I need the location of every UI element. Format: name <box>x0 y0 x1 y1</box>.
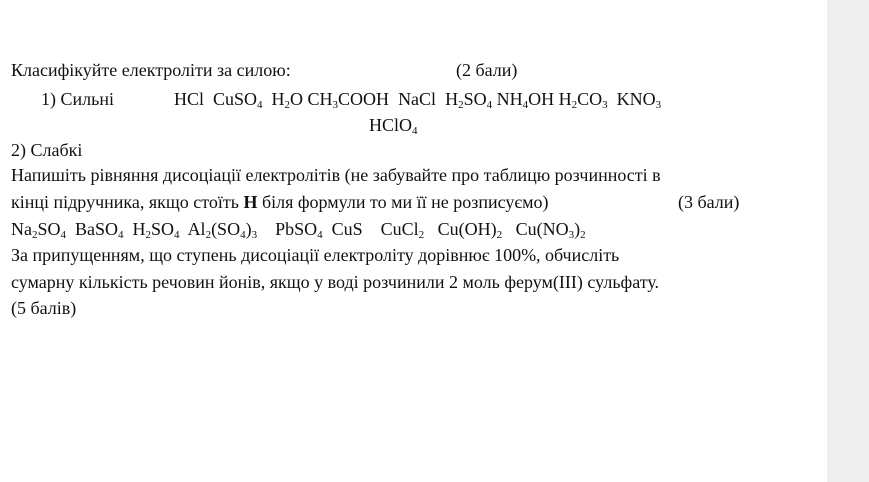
scrollbar-region <box>827 0 869 482</box>
formula-al2so43: $Al_2(SO_4)_3$ <box>187 219 258 241</box>
q1-strong-formulas <box>174 89 661 109</box>
formula-na2so4: $Na_2SO_4$ <box>11 219 67 241</box>
formula-h2co3: $H_2CO_3$ <box>558 89 608 111</box>
q2-points: (3 бали) <box>678 192 740 212</box>
formula-kno3: $KNO_3$ <box>616 89 662 111</box>
q3-points: (5 балів) <box>11 298 77 318</box>
formula-cucl2: CuCl$_2$ <box>380 219 425 241</box>
formula-hclo4: HClO$_4$ <box>369 115 418 137</box>
q1-item1-label: 1) Сильні <box>41 89 114 109</box>
q3-line1: За припущенням, що ступень дисоціації електроліту дорівнює 100%, обчисліть <box>11 245 620 265</box>
formula-h2so4-b: $H_2SO_4$ <box>132 219 180 241</box>
q2-line2-before: кінці підручника, якщо стоїть <box>11 192 244 212</box>
formula-cuso4: CuSO$_4$ <box>213 89 263 111</box>
q2-line2 <box>11 192 549 212</box>
q2-line1: Напишіть рівняння дисоціації електролітів (не забувайте про таблицю розчинності в <box>11 165 661 185</box>
formula-nacl: NaCl <box>398 89 437 109</box>
formula-cuoh2: $Cu(OH)_2$ <box>437 219 503 241</box>
formula-ch3cooh: $CH_3COOH$ <box>307 89 390 111</box>
q1-points: (2 бали) <box>456 60 518 80</box>
formula-nh4oh: $NH_4OH$ <box>496 89 555 111</box>
q3-line2: сумарну кількість речовин йонів, якщо у воді розчинили 2 моль ферум(ІІІ) сульфату. <box>11 272 660 292</box>
formula-h2so4: $H_2SO_4$ <box>445 89 493 111</box>
q2-formulas <box>11 219 586 239</box>
formula-cuno32: $Cu(NO_3)_2$ <box>515 219 586 241</box>
q2-line2-after: біля формули то ми її не розписуємо) <box>257 192 549 212</box>
q2-line2-bold: Н <box>243 192 258 212</box>
q1-item2-label: 2) Слабкі <box>11 140 83 160</box>
formula-baso4: BaSO$_4$ <box>75 219 124 241</box>
formula-cus: CuS <box>331 219 363 239</box>
q1-title: Класифікуйте електроліти за силою: <box>11 60 291 80</box>
formula-h2o: $H_2O$ <box>271 89 304 111</box>
formula-hcl: HCl <box>174 89 205 109</box>
formula-pbso4: PbSO$_4$ <box>275 219 323 241</box>
